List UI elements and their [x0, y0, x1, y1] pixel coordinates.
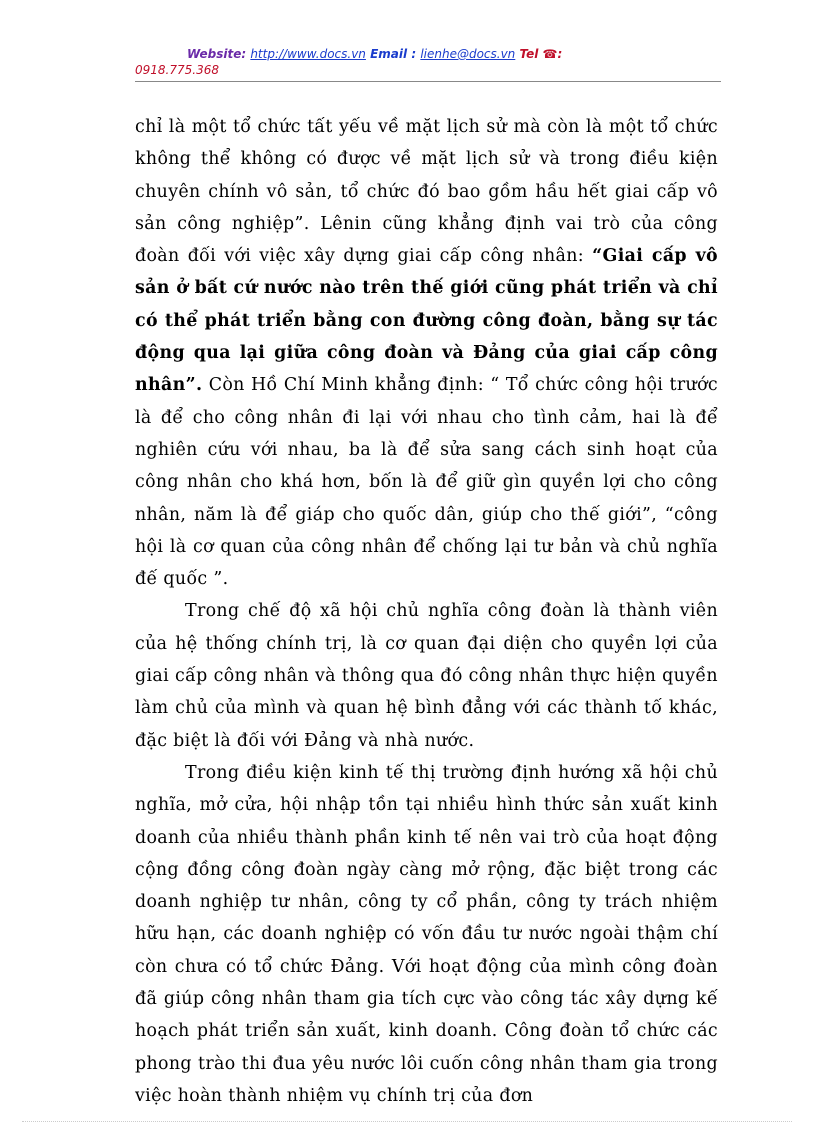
email-label: Email :	[370, 47, 417, 61]
p1-text-d: Còn Hồ Chí Minh khẳng định: “ Tổ chức công hội trước là để cho công nhân đi lại với nhau cho tình cảm, hai là để nghiên cứu với nhau, ba là để sửa sang cách sinh hoạt của công nhân cho khá hơn, bốn là để giữ gìn quyền lợi cho công nhân, năm là để giáp cho quốc dân, giúp cho thế giới”, “công hội là cơ quan của công nhân để chống lại tư bản và chủ nghĩa đế quốc ”.	[135, 375, 718, 590]
document-body	[135, 111, 718, 1112]
p1-text-a: chỉ là một tổ chức tất yếu về mặt lịch sử mà còn là một tổ chức không thể không có được về mặt lịch sử và trong điều kiện chuyên chính vô sản, tổ chức đó bao gồm hầu hết giai cấp vô sản công nghiệp”. Lênin cũng khẳng định vai trò của công đoàn đối với việc xây dựng giai cấp công nhân:	[135, 117, 718, 267]
lenin-quote-end: ”.	[185, 375, 203, 396]
header-divider	[135, 81, 721, 82]
website-link[interactable]: http://www.docs.vn	[250, 47, 366, 61]
page-bottom-border	[22, 1121, 792, 1122]
phone-number: 0918.775.368	[135, 63, 219, 77]
header-contact-line	[135, 46, 721, 62]
paragraph-1	[135, 111, 718, 595]
email-link[interactable]: lienhe@docs.vn	[420, 47, 516, 61]
lenin-quote: “Giai cấp vô sản ở bất cứ nước nào trên thế giới cũng phát triển và chỉ có thể phát triển bằng con đường công đoàn, bằng sự tác động qua lại giữa công đoàn và Đảng của giai cấp công nhân	[135, 246, 718, 396]
paragraph-3: Trong điều kiện kinh tế thị trường định hướng xã hội chủ nghĩa, mở cửa, hội nhập tồn tại nhiều hình thức sản xuất kinh doanh của nhiều thành phần kinh tế nên vai trò của hoạt động cộng đồng công đoàn ngày càng mở rộng, đặc biệt trong các doanh nghiệp tư nhân, công ty cổ phần, công ty trách nhiệm hữu hạn, các doanh nghiệp có vốn đầu tư nước ngoài thậm chí còn chưa có tổ chức Đảng. Với hoạt động của mình công đoàn đã giúp công nhân tham gia tích cực vào công tác xây dựng kế hoạch phát triển sản xuất, kinh doanh. Công đoàn tổ chức các phong trào thi đua yêu nước lôi cuốn công nhân tham gia trong việc hoàn thành nhiệm vụ chính trị của đơn	[135, 762, 718, 1106]
paragraph-2: Trong chế độ xã hội chủ nghĩa công đoàn là thành viên của hệ thống chính trị, là cơ quan đại diện cho quyền lợi của giai cấp công nhân và thông qua đó công nhân thực hiện quyền làm chủ của mình và quan hệ bình đẳng với các thành tố khác, đặc biệt là đối với Đảng và nhà nước.	[135, 601, 718, 751]
page-header	[135, 46, 721, 78]
website-label: Website:	[187, 47, 247, 61]
tel-label: Tel ☎:	[519, 47, 563, 61]
